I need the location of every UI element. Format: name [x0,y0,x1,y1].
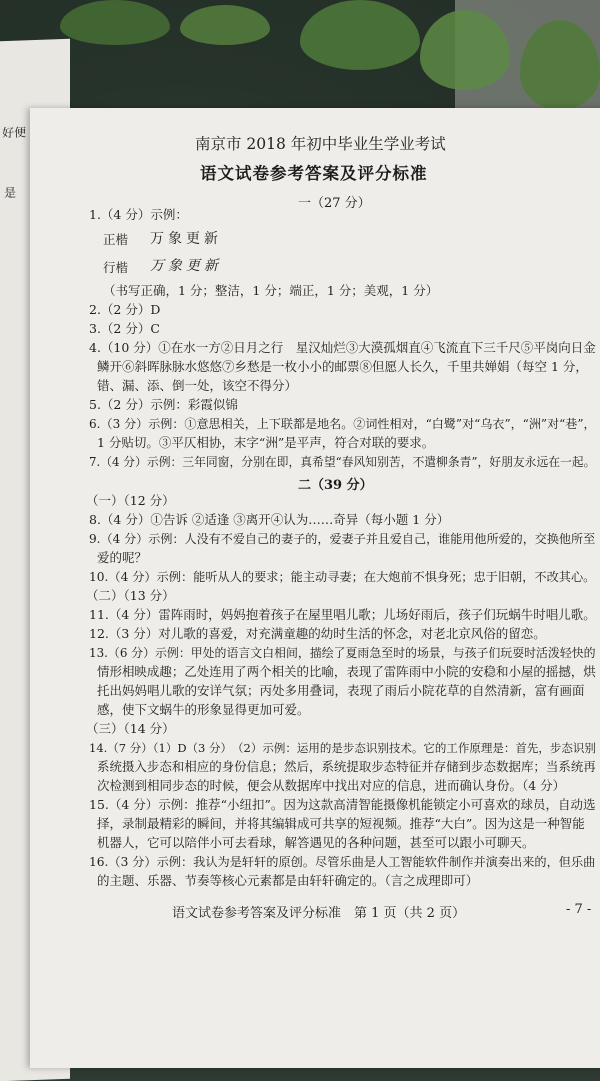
answer-q6: 6.（3 分）示例：①意思相关，上下联都是地名。②词性相对，“白鹭”对“乌衣”，“洲”对“巷”， [89,417,596,431]
answer-q9-cont: 爱的呢？ [97,550,148,565]
q1-xingkai-handwriting: 万象更新 [150,258,222,274]
q1-xingkai-label: 行楷 [103,260,129,275]
answer-q14-cont: 次检测到相同步态的时候，便会从数据库中找出对应的信息，进而确认身份。（4 分） [97,778,566,793]
answer-q3: 3.（2 分）C [89,321,160,336]
leaf [180,5,270,45]
answer-q12: 12.（3 分）对儿歌的喜爱，对充满童趣的幼时生活的怀念，对老北京风俗的留恋。 [89,626,546,641]
answer-q16-cont: 的主题、乐器、节奏等核心元素都是由轩轩确定的。（言之成理即可） [97,873,479,888]
answer-q9: 9.（4 分）示例：人没有不爱自己的妻子的，爱妻子并且爱自己，谁能用他所爱的，交换他所至 [89,532,596,546]
answer-q7: 7.（4 分）示例：三年同窗，分别在即，真希望“春风知别苦，不遣柳条青”，好朋友永远在一起。 [89,455,596,469]
answer-q14: 14.（7 分）（1）D（3 分） （2）示例：运用的是步态识别技术。它的工作原理是：首先，步态识别 [89,741,596,755]
q1-zhengkai-label: 正楷 [103,232,129,247]
answer-q10: 10.（4 分）示例：能听从人的要求；能主动寻妻；在大炮前不惧身死；忠于旧朝，不改其心。 [89,570,596,584]
q1-zhengkai-handwriting: 万象更新 [150,231,222,247]
answer-q11: 11.（4 分）雷阵雨时，妈妈抱着孩子在屋里唱儿歌；儿场好雨后，孩子们玩蜗牛时唱儿歌。 [89,607,596,622]
answer-q13: 13.（6 分）示例：甲处的语言文白相间，描绘了夏雨急至时的场景，与孩子们玩耍时活泼轻快的 [89,646,596,660]
answer-q15: 15.（4 分）示例：推荐“小纽扣”。因为这款高清智能摄像机能锁定小可喜欢的球员，自动选 [89,797,596,812]
part-heading: （一）（12 分） [86,493,175,508]
part-heading: （三）（14 分） [86,721,175,736]
answer-q13-cont: 情形相映成趣；乙处连用了两个相关的比喻，表现了雷阵雨中小院的安稳和小屋的摇撼，烘 [97,664,596,679]
leaf [60,0,170,45]
answer-q16: 16.（3 分）示例：我认为是轩轩的原创。尽管乐曲是人工智能软件制作并演奏出来的，但乐曲 [89,855,596,869]
answer-q4: 4.（10 分）①在水一方②日月之行 星汉灿烂③大漠孤烟直④飞流直下三千尺⑤平岗向日金 [89,340,596,355]
page-number: - 7 - [566,902,592,917]
answer-q13-cont: 感，使下文蜗牛的形象显得更加可爱。 [97,702,310,717]
page-footer: 语文试卷参考答案及评分标准 第 1 页（共 2 页） [172,906,466,921]
answer-q2: 2.（2 分）D [89,302,161,317]
q1-scoring-note: （书写正确，1 分；整洁，1 分；端正，1 分；美观，1 分） [103,283,439,298]
left-page-fragment: 是 [4,185,17,201]
answer-q15-cont: 机器人，它可以陪伴小可去看球，解答遇见的各种问题，甚至可以跟小可聊天。 [97,835,535,850]
section-heading: 一（27 分） [298,196,371,211]
answer-q6-cont: 1 分贴切。③平仄相协，末字“洲”是平声，符合对联的要求。 [97,435,435,450]
answer-q15-cont: 择，录制最精彩的瞬间，并将其编辑成可共享的短视频。推荐“大白”。因为这是一种智能 [97,816,585,831]
answer-q4-cont: 鳞开⑥斜晖脉脉水悠悠⑦乡愁是一枚小小的邮票⑧但愿人长久，千里共婵娟（每空 1 分， [97,359,588,374]
answer-q4-cont: 错、漏、添、倒一处，该空不得分） [97,378,298,393]
section-heading: 二（39 分） [298,478,373,493]
answer-q1: 1.（4 分）示例： [89,207,188,222]
part-heading: （二）（13 分） [86,588,175,603]
left-page-fragment: 好便 [2,125,27,141]
answer-q5: 5.（2 分）示例：彩霞似锦 [89,397,238,412]
answer-q13-cont: 托出妈妈唱儿歌的安详气氛；丙处多用叠词，表现了雨后小院花草的自然清新，富有画面 [97,683,585,698]
document-title: 语文试卷参考答案及评分标准 [200,164,428,183]
answer-q14-cont: 系统摄入步态和相应的身份信息；然后，系统提取步态特征并存储到步态数据库；当系统再 [97,759,596,774]
exam-title: 南京市 2018 年初中毕业生学业考试 [195,135,446,153]
answer-q8: 8.（4 分）①告诉 ②适逢 ③离开④认为……奇异（每小题 1 分） [89,512,450,527]
